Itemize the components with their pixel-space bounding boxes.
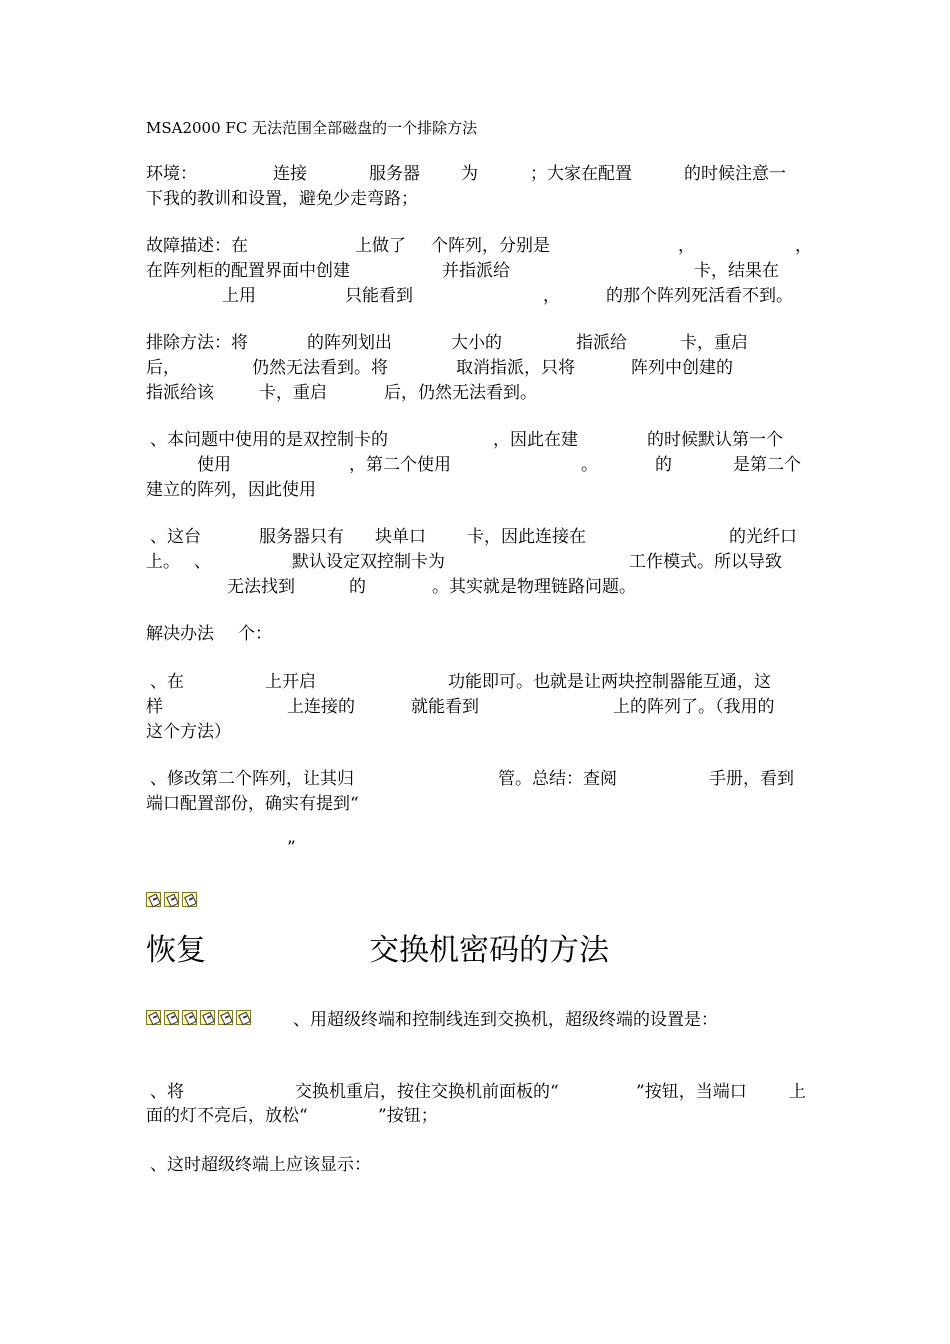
s2-w2: 管。总结：查阅	[498, 769, 617, 789]
p2-w1: 、这台	[150, 527, 201, 547]
p2-l2-w2: 、	[194, 552, 211, 572]
s1-w1: 、在	[150, 672, 184, 692]
s1-w2: 上开启	[265, 672, 316, 692]
s1-w3: 功能即可。也就是让两块控制器能互通，这	[448, 672, 771, 692]
p2-w3: 块单口	[375, 527, 426, 547]
note-icon	[164, 1010, 179, 1025]
fix-w4: 指派给	[576, 333, 627, 353]
env-w2: 连接	[273, 164, 307, 184]
env-w5: ；大家在配置	[530, 164, 632, 184]
step1-w1: 、将	[150, 1082, 184, 1102]
fix-l2-w4: 阵列中创建的	[631, 358, 733, 378]
s2-w1: 、修改第二个阵列，让其归	[150, 769, 354, 789]
env-w3: 服务器	[369, 164, 420, 184]
step0-text: 、用超级终端和控制线连到交换机，超级终端的设置是：	[293, 1010, 718, 1030]
p1-w1: 、本问题中使用的是双控制卡的	[150, 430, 388, 450]
p1-w3: 的时候默认第一个	[647, 430, 783, 450]
fault-w2: 上做了	[355, 236, 406, 256]
step1-l2-w1: 面的灯不亮后，放松“	[146, 1106, 308, 1126]
doc-title: MSA2000 FC 无法范围全部磁盘的一个排除方法	[146, 119, 478, 137]
fix-l3-w3: 后，仍然无法看到。	[384, 383, 537, 403]
note-icon	[146, 1010, 161, 1025]
p1-w2: ，因此在建	[493, 430, 578, 450]
s1-l2-w1: 样	[146, 697, 163, 717]
p2-w2: 服务器只有	[259, 527, 344, 547]
fault-l3-w2: 只能看到	[345, 286, 413, 306]
p2-l3-w2: 的	[349, 577, 366, 597]
p1-l2-w2: ，第二个使用	[349, 455, 451, 475]
p2-l2-w4: 工作模式。所以导致	[629, 552, 782, 572]
fault-w1: 故障描述：在	[146, 236, 248, 256]
fix-l3-w2: 卡，重启	[259, 383, 327, 403]
fix-l2-w2: 仍然无法看到。将	[252, 358, 388, 378]
p2-l2-w3: 默认设定双控制卡为	[292, 552, 445, 572]
section-heading-b: 交换机密码的方法	[369, 933, 609, 968]
note-icon	[182, 1010, 197, 1025]
fault-l3-w4: 的那个阵列死活看不到。	[606, 286, 793, 306]
fault-w3: 个阵列，分别是	[431, 236, 550, 256]
step1-w3: ”按钮，当端口	[636, 1082, 747, 1102]
note-icons-row	[146, 892, 197, 907]
p1-l3: 建立的阵列，因此使用	[146, 480, 316, 500]
p2-w5: 的光纤口	[729, 527, 797, 547]
fault-l2-w2: 并指派给	[442, 261, 510, 281]
note-icon	[146, 892, 161, 907]
env-w1: 环境：	[146, 164, 197, 184]
fix-w3: 大小的	[451, 333, 502, 353]
fault-l3-w1: 上用	[222, 286, 256, 306]
step1-w2: 交换机重启，按住交换机前面板的“	[295, 1082, 559, 1102]
fault-w5: ，	[795, 236, 812, 256]
note-icon	[164, 892, 179, 907]
fix-l2-w3: 取消指派，只将	[456, 358, 575, 378]
p1-l2-w4: 的	[655, 455, 672, 475]
p2-l2-w1: 上。	[146, 552, 180, 572]
step-icons-row	[146, 1010, 251, 1025]
fix-w5: 卡，重启	[680, 333, 748, 353]
fix-l3-w1: 指派给该	[146, 383, 214, 403]
p1-l2-w5: 是第二个	[733, 455, 801, 475]
s1-l3: 这个方法）	[146, 722, 231, 742]
p1-l2-w3: 。	[581, 455, 598, 475]
fix-w1: 排除方法：将	[146, 333, 248, 353]
p2-l3-w3: 。其实就是物理链路问题。	[432, 577, 636, 597]
p2-l3-w1: 无法找到	[227, 577, 295, 597]
fix-w2: 的阵列划出	[307, 333, 392, 353]
s1-l2-w2: 上连接的	[287, 697, 355, 717]
fault-l2-w1: 在阵列柜的配置界面中创建	[146, 261, 350, 281]
step2-text: 、这时超级终端上应该显示：	[150, 1155, 371, 1175]
note-icon	[236, 1010, 251, 1025]
note-icon	[182, 892, 197, 907]
section-heading-a: 恢复	[146, 933, 206, 968]
env-w6: 的时候注意一	[684, 164, 786, 184]
s2-l3: ”	[287, 838, 296, 858]
fix-l2-w1: 后，	[146, 358, 180, 378]
fault-w4: ，	[678, 236, 695, 256]
step1-w4: 上	[789, 1082, 806, 1102]
fault-l3-w3: ，	[543, 286, 560, 306]
env-line2: 下我的教训和设置，避免少走弯路；	[146, 189, 418, 209]
p2-w4: 卡，因此连接在	[467, 527, 586, 547]
s1-l2-w3: 就能看到	[411, 697, 479, 717]
note-icon	[200, 1010, 215, 1025]
p1-l2-w1: 使用	[197, 455, 231, 475]
s2-l2: 端口配置部份，确实有提到“	[146, 794, 359, 814]
solutions-head: 解决办法	[146, 624, 214, 644]
fault-l2-w3: 卡，结果在	[694, 261, 779, 281]
solutions-count: 个：	[238, 624, 272, 644]
env-w4: 为	[461, 164, 478, 184]
step1-l2-w2: ”按钮；	[378, 1106, 438, 1126]
note-icon	[218, 1010, 233, 1025]
s1-l2-w4: 上的阵列了。（我用的	[613, 697, 775, 717]
s2-w3: 手册，看到	[709, 769, 794, 789]
